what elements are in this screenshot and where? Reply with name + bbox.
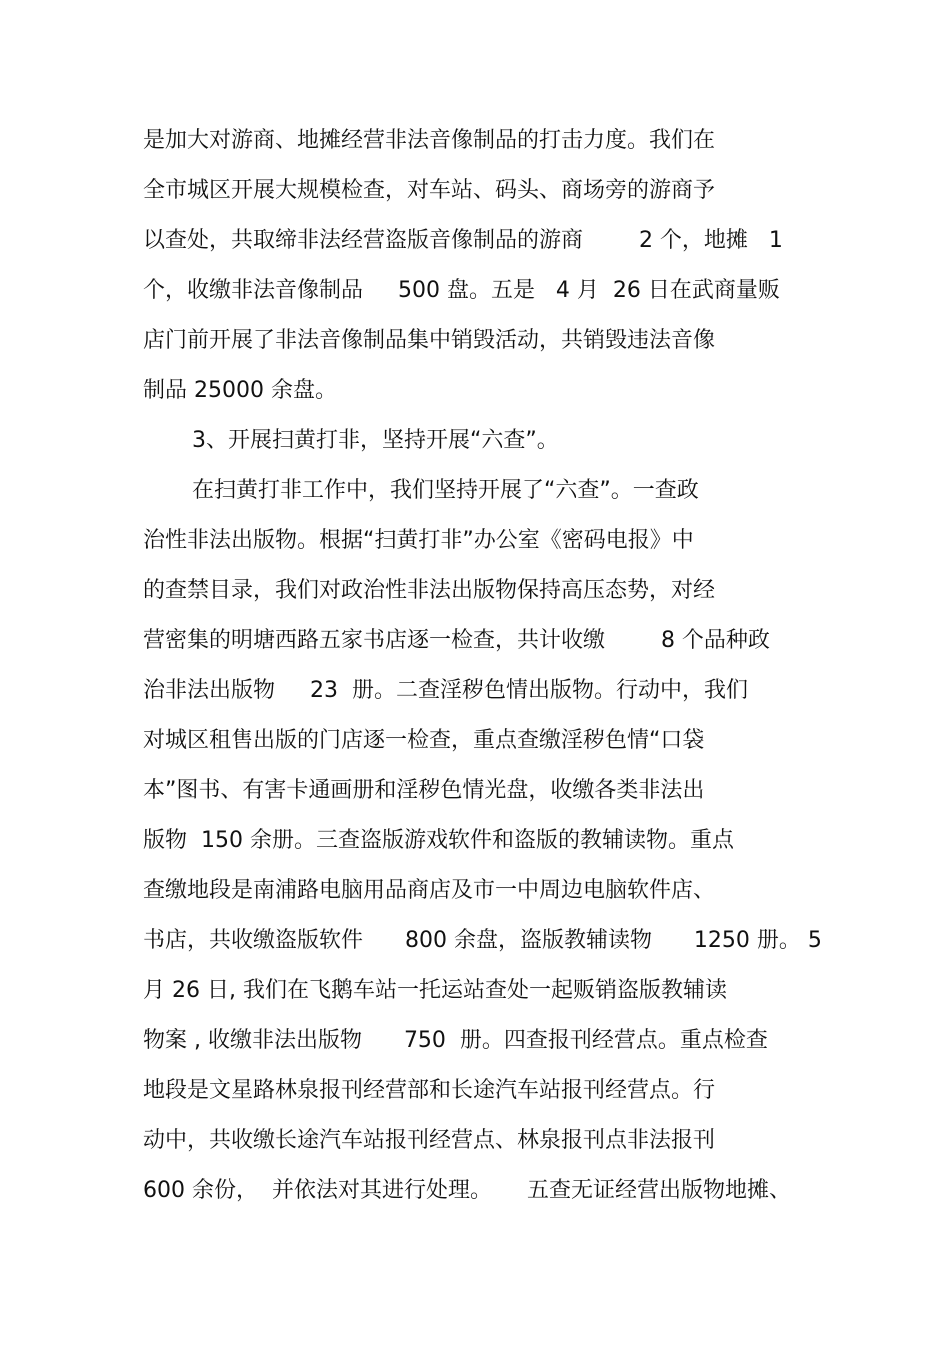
text-line: 月 26 日, 我们在飞鹅车站一托运站查处一起贩销盗版教辅读 bbox=[143, 978, 727, 1003]
text-line: 以查处，共取缔非法经营盗版音像制品的游商 2 个，地摊 1 bbox=[143, 228, 783, 253]
text-line: 查缴地段是南浦路电脑用品商店及市一中周边电脑软件店、 bbox=[143, 878, 716, 903]
text-line: 600 余份， 并依法对其进行处理。 五查无证经营出版物地摊、 bbox=[143, 1178, 791, 1203]
text-line: 对城区租售出版的门店逐一检查，重点查缴淫秽色情“口袋 bbox=[143, 728, 705, 753]
text-line: 个，收缴非法音像制品 500 盘。五是 4 月 26 日在武商量贩 bbox=[143, 278, 780, 303]
text-line: 动中，共收缴长途汽车站报刊经营点、林泉报刊点非法报刊 bbox=[143, 1128, 716, 1153]
text-line: 营密集的明塘西路五家书店逐一检查，共计收缴 8 个品种政 bbox=[143, 628, 770, 653]
text-line: 制品 25000 余盘。 bbox=[143, 378, 337, 403]
text-line: 版物 150 余册。三查盗版游戏软件和盗版的教辅读物。重点 bbox=[143, 828, 734, 853]
text-line: 本”图书、有害卡通画册和淫秽色情光盘，收缴各类非法出 bbox=[143, 778, 705, 803]
text-line: 全市城区开展大规模检查，对车站、码头、商场旁的游商予 bbox=[143, 178, 716, 203]
text-line: 是加大对游商、地摊经营非法音像制品的打击力度。我们在 bbox=[143, 128, 716, 153]
text-line: 治非法出版物 23 册。二查淫秽色情出版物。行动中，我们 bbox=[143, 678, 748, 703]
text-line: 的查禁目录，我们对政治性非法出版物保持高压态势，对经 bbox=[143, 578, 716, 603]
section-heading: 3、开展扫黄打非，坚持开展“六查”。 bbox=[192, 428, 559, 453]
text-line: 地段是文星路林泉报刊经营部和长途汽车站报刊经营点。行 bbox=[143, 1078, 716, 1103]
text-line: 治性非法出版物。根据“扫黄打非”办公室《密码电报》中 bbox=[143, 528, 694, 553]
text-line: 在扫黄打非工作中，我们坚持开展了“六查”。一查政 bbox=[192, 478, 699, 503]
text-line: 书店，共收缴盗版软件 800 余盘，盗版教辅读物 1250 册。 5 bbox=[143, 928, 822, 953]
text-line: 物案 , 收缴非法出版物 750 册。四查报刊经营点。重点检查 bbox=[143, 1028, 768, 1053]
text-line: 店门前开展了非法音像制品集中销毁活动，共销毁违法音像 bbox=[143, 328, 716, 353]
